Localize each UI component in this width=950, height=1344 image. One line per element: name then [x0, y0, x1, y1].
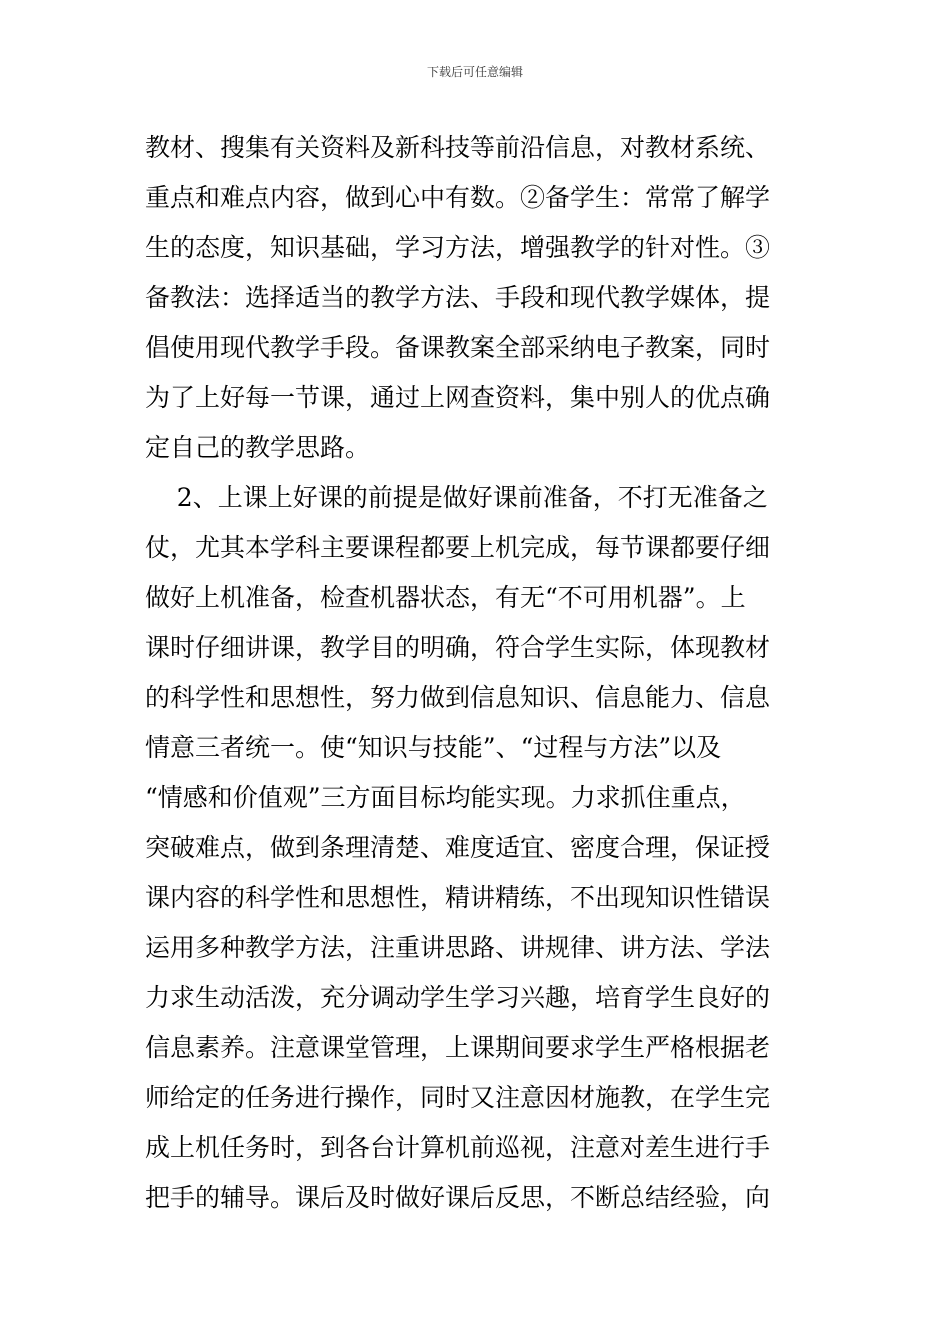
text-line: 师给定的任务进行操作，同时又注意因材施教，在学生完 [145, 1083, 771, 1112]
text-line: 的科学性和思想性，努力做到信息知识、信息能力、信息 [145, 683, 771, 712]
text-line: 重点和难点内容，做到心中有数。②备学生：常常了解学 [145, 183, 771, 212]
text-line: 仗，尤其本学科主要课程都要上机完成，每节课都要仔细 [145, 533, 771, 562]
text-line: 定自己的教学思路。 [145, 433, 371, 462]
page-header: 下载后可任意编辑 [426, 65, 523, 79]
text-line: 课时仔细讲课，教学目的明确，符合学生实际，体现教材 [145, 633, 771, 662]
text-line: 信息素养。注意课堂管理，上课期间要求学生严格根据老 [145, 1033, 771, 1062]
document-body [145, 123, 810, 1223]
text-line: 生的态度，知识基础，学习方法，增强教学的针对性。③ [145, 233, 771, 262]
text-line: “情感和价值观”三方面目标均能实现。力求抓住重点， [145, 783, 746, 812]
text-line: 运用多种教学方法，注重讲思路、讲规律、讲方法、学法 [145, 933, 771, 962]
text-line: 力求生动活泼，充分调动学生学习兴趣，培育学生良好的 [145, 983, 771, 1012]
text-line: 2、上课上好课的前提是做好课前准备，不打无准备之 [145, 483, 768, 512]
text-line: 备教法：选择适当的教学方法、手段和现代教学媒体，提 [145, 283, 771, 312]
text-line: 突破难点，做到条理清楚、难度适宜、密度合理，保证授 [145, 833, 771, 862]
text-line: 成上机任务时，到各台计算机前巡视，注意对差生进行手 [145, 1133, 771, 1162]
text-line: 为了上好每一节课，通过上网查资料，集中别人的优点确 [145, 383, 771, 412]
text-line: 倡使用现代教学手段。备课教案全部采纳电子教案，同时 [145, 333, 771, 362]
text-line: 把手的辅导。课后及时做好课后反思，不断总结经验，向 [145, 1183, 771, 1212]
text-line: 做好上机准备，检查机器状态，有无“不可用机器”。上 [145, 583, 746, 612]
text-line: 情意三者统一。使“知识与技能”、“过程与方法”以及 [145, 733, 722, 762]
text-line: 教材、搜集有关资料及新科技等前沿信息，对教材系统、 [145, 133, 771, 162]
text-line: 课内容的科学性和思想性，精讲精练，不出现知识性错误 [145, 883, 771, 912]
